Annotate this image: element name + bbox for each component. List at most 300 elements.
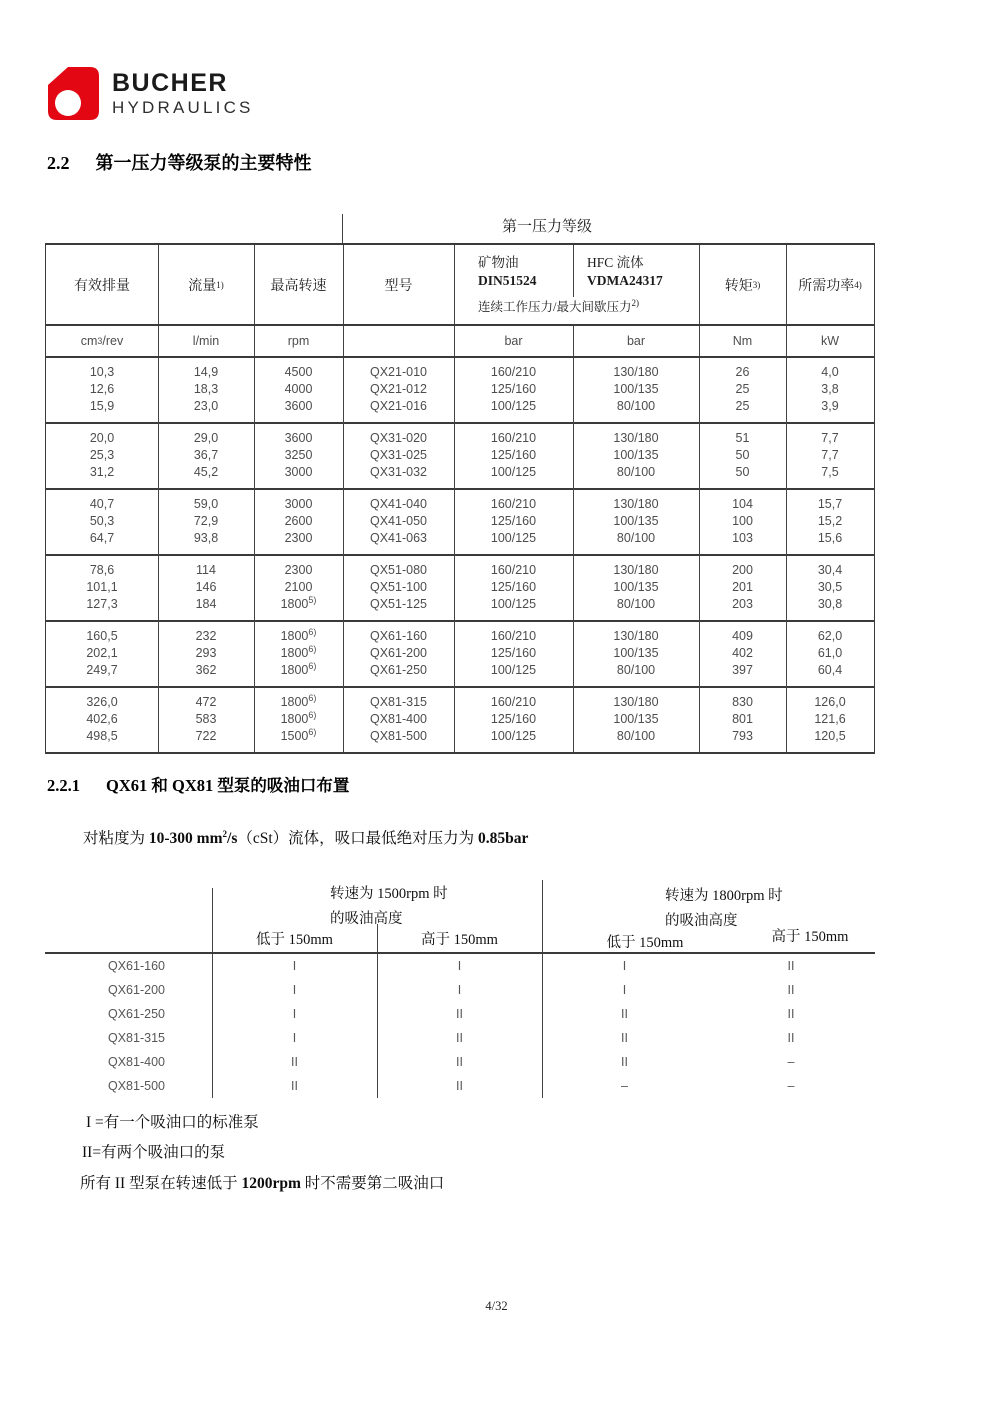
table1-cell: 62,0 bbox=[817, 629, 843, 643]
logo-name: BUCHER bbox=[112, 69, 228, 97]
table1-cell: 14,9 bbox=[193, 365, 219, 379]
group-1500rpm-title: 转速为 1500rpm 时 bbox=[330, 886, 448, 902]
table1-cell: 160/210 bbox=[490, 695, 537, 709]
grid-line bbox=[454, 688, 455, 752]
table1-cell: 184 bbox=[195, 597, 217, 611]
footnote-marker: 6) bbox=[308, 626, 317, 637]
table1-cell: 1500$^{6)}$ bbox=[280, 726, 317, 743]
grid-line bbox=[158, 245, 159, 324]
table1-cell: QX31-025 bbox=[370, 448, 427, 462]
table1-cell: 125/160 bbox=[490, 580, 537, 594]
suction-port-type-cell: – bbox=[621, 1079, 628, 1093]
subcol-below-150mm: 低于 150mm bbox=[606, 935, 684, 951]
unit-flow: l/min bbox=[192, 334, 220, 348]
legend-symbol: I bbox=[86, 1114, 96, 1131]
table1-cell: 30,4 bbox=[817, 563, 843, 577]
table1-cell: 126,0 bbox=[814, 695, 846, 709]
suction-port-type-cell: I bbox=[292, 959, 297, 973]
footnote-marker: 6) bbox=[308, 660, 317, 671]
table1-cell: 200 bbox=[732, 563, 753, 577]
section-2-2-heading bbox=[47, 149, 312, 175]
pressure-note-text: 连续工作压力/最大间歇压力 bbox=[478, 300, 632, 314]
table1-cell: 25 bbox=[735, 399, 750, 413]
grid-line bbox=[573, 245, 574, 297]
grid-line bbox=[699, 245, 700, 324]
suction-port-table bbox=[45, 878, 875, 1098]
table1-cell: 18,3 bbox=[193, 382, 219, 396]
grid-line bbox=[573, 424, 574, 490]
table1-cell: 498,5 bbox=[86, 729, 118, 743]
table1-cell: 1800$^{6)}$ bbox=[280, 626, 317, 643]
table1-cell: 472 bbox=[195, 695, 217, 709]
grid-line bbox=[254, 358, 255, 424]
suction-port-type-cell: II bbox=[456, 1007, 463, 1021]
bucher-drop-icon bbox=[47, 66, 100, 121]
table1-cell: 3,8 bbox=[821, 382, 839, 396]
table1-cell: QX51-100 bbox=[370, 580, 427, 594]
power-label: 所需功率 bbox=[798, 278, 855, 294]
table1-cell: 397 bbox=[732, 663, 753, 677]
subcol-above-150mm: 高于 150mm bbox=[771, 929, 849, 945]
grid-line bbox=[158, 622, 159, 688]
table1-units-row bbox=[46, 326, 874, 358]
table1-cell: 409 bbox=[732, 629, 753, 643]
table1-cell: 7,5 bbox=[821, 465, 839, 479]
footnote-marker: 5) bbox=[308, 594, 317, 605]
table1-cell: QX21-010 bbox=[370, 365, 427, 379]
section-2-2-1-heading bbox=[47, 772, 349, 796]
unit-displacement: cm 3 /rev bbox=[80, 334, 124, 348]
table1-cell: 114 bbox=[196, 563, 216, 577]
logo-wordmark bbox=[112, 66, 254, 121]
table1-cell: 160/210 bbox=[490, 629, 537, 643]
table1-cell: 130/180 bbox=[613, 497, 659, 511]
suction-port-type-cell: II bbox=[291, 1055, 298, 1069]
legend-text: =有一个吸油口的标准泵 bbox=[95, 1114, 259, 1131]
page-number: 4/32 bbox=[485, 1299, 508, 1313]
grid-line bbox=[786, 688, 787, 752]
footnote-marker: 6) bbox=[308, 692, 317, 703]
table1-cell: 30,5 bbox=[817, 580, 843, 594]
table1-cell: 160/210 bbox=[490, 431, 537, 445]
hfc-fluid-standard: VDMA24317 bbox=[587, 273, 663, 288]
grid-line bbox=[699, 556, 700, 622]
subcol-above-150mm: 高于 150mm bbox=[421, 932, 498, 948]
table1-cell: 249,7 bbox=[86, 663, 118, 677]
table1-cell: 3600 bbox=[284, 399, 313, 413]
table1-cell: QX21-016 bbox=[370, 399, 427, 413]
unit-power: kW bbox=[820, 334, 840, 348]
suction-port-type-cell: I bbox=[622, 983, 627, 997]
table1-cell: QX31-020 bbox=[370, 431, 427, 445]
grid-line bbox=[454, 358, 455, 424]
grid-line bbox=[158, 490, 159, 556]
table1-cell: 80/100 bbox=[616, 597, 656, 611]
grid-line bbox=[454, 556, 455, 622]
table1-cell: 25 bbox=[735, 382, 750, 396]
note-text: 对粘度为 bbox=[83, 830, 149, 847]
table1-cell: 4500 bbox=[284, 365, 313, 379]
suction-port-type-cell: II bbox=[787, 983, 795, 997]
table1-group bbox=[46, 490, 874, 556]
col-header-mineral-oil bbox=[454, 245, 573, 297]
grid-line bbox=[343, 358, 344, 424]
grid-line bbox=[454, 490, 455, 556]
pump-model-cell: QX81-315 bbox=[108, 1031, 165, 1045]
grid-line bbox=[454, 424, 455, 490]
table1-cell: 120,5 bbox=[814, 729, 846, 743]
grid-line bbox=[786, 358, 787, 424]
pressure-note bbox=[454, 297, 699, 315]
note-value: /s bbox=[227, 830, 238, 847]
suction-port-type-cell: II bbox=[787, 1007, 795, 1021]
suction-port-type-cell: II bbox=[621, 1055, 628, 1069]
table1-cell: 100/125 bbox=[490, 465, 537, 479]
group-1800rpm-subtitle: 的吸油高度 bbox=[665, 913, 738, 929]
table1-cell: QX51-125 bbox=[370, 597, 427, 611]
table1-group bbox=[46, 622, 874, 688]
grid-line bbox=[254, 245, 255, 324]
table1-cell: 830 bbox=[732, 695, 753, 709]
table1-cell: 1800$^{6)}$ bbox=[280, 643, 317, 660]
col-header-max-speed: 最高转速 bbox=[270, 278, 327, 294]
table1-cell: 232 bbox=[195, 629, 217, 643]
table1-cell: 100/125 bbox=[490, 531, 537, 545]
table1-cell: 100/125 bbox=[490, 729, 537, 743]
table1-cell: 100/135 bbox=[613, 580, 659, 594]
suction-port-type-cell: I bbox=[292, 1031, 297, 1045]
table1-cell: 130/180 bbox=[613, 695, 659, 709]
table1-cell: 64,7 bbox=[89, 531, 115, 545]
grid-line bbox=[212, 954, 213, 1098]
legend-line-2 bbox=[82, 1140, 225, 1162]
table1-cell: 93,8 bbox=[193, 531, 219, 545]
grid-line bbox=[573, 556, 574, 622]
group-1500rpm-subtitle: 的吸油高度 bbox=[330, 911, 403, 927]
table1-cell: 80/100 bbox=[616, 399, 656, 413]
grid-line bbox=[343, 424, 344, 490]
grid-line bbox=[343, 556, 344, 622]
suction-port-type-cell: I bbox=[292, 983, 297, 997]
table1-cell: 2300 bbox=[284, 563, 313, 577]
table1-cell: 7,7 bbox=[821, 431, 839, 445]
table1-cell: 7,7 bbox=[821, 448, 839, 462]
col-header-power: 所需功率 4) bbox=[786, 245, 874, 324]
note-text: （cSt）流体，吸口最低绝对压力为 bbox=[237, 830, 479, 847]
table1-cell: 15,7 bbox=[817, 497, 843, 511]
table1-cell: QX61-200 bbox=[370, 646, 427, 660]
table1-cell: 30,8 bbox=[817, 597, 843, 611]
legend-line-1 bbox=[86, 1110, 259, 1132]
table1-group bbox=[46, 358, 874, 424]
section-number: 2.2.1 bbox=[47, 776, 80, 795]
table2-header bbox=[45, 878, 875, 952]
table1-cell: 402 bbox=[732, 646, 753, 660]
col-header-flow: 流量 1) bbox=[158, 245, 254, 324]
suction-port-type-cell: II bbox=[787, 1031, 795, 1045]
table1-cell: 203 bbox=[732, 597, 753, 611]
table1-caption-row bbox=[45, 210, 875, 243]
table1-cell: 160/210 bbox=[490, 497, 537, 511]
table1-cell: 25,3 bbox=[89, 448, 115, 462]
table1-cell: 3000 bbox=[284, 497, 313, 511]
grid-line bbox=[699, 622, 700, 688]
pump-characteristics-table bbox=[45, 243, 875, 754]
note-value: 1200rpm bbox=[241, 1175, 301, 1192]
grid-line bbox=[699, 490, 700, 556]
table1-cell: QX21-012 bbox=[370, 382, 427, 396]
grid-line bbox=[254, 490, 255, 556]
grid-line bbox=[343, 245, 344, 324]
table1-cell: QX51-080 bbox=[370, 563, 427, 577]
table1-cell: 2300 bbox=[284, 531, 313, 545]
grid-line bbox=[254, 326, 255, 356]
table1-cell: 4000 bbox=[284, 382, 313, 396]
grid-line bbox=[343, 490, 344, 556]
table1-cell: 146 bbox=[195, 580, 217, 594]
footnote-marker: 6) bbox=[308, 643, 317, 654]
grid-line bbox=[573, 622, 574, 688]
table1-group bbox=[46, 424, 874, 490]
table1-cell: 61,0 bbox=[817, 646, 843, 660]
grid-line bbox=[699, 424, 700, 490]
grid-line bbox=[699, 688, 700, 752]
mineral-oil-label: 矿物油 bbox=[478, 255, 519, 270]
suction-port-type-cell: I bbox=[457, 959, 462, 973]
suction-port-type-cell: II bbox=[291, 1079, 298, 1093]
table1-cell: QX41-040 bbox=[370, 497, 427, 511]
table1-cell: 72,9 bbox=[193, 514, 219, 528]
unit-mineral: bar bbox=[504, 334, 523, 348]
note-text: 时不需要第二吸油口 bbox=[300, 1175, 445, 1192]
note-text: 所有 II 型泵在转速低于 bbox=[80, 1175, 242, 1192]
table1-cell: 103 bbox=[732, 531, 753, 545]
legend-note bbox=[80, 1171, 444, 1193]
table1-cell: 121,6 bbox=[814, 712, 846, 726]
footnote-marker: 2) bbox=[631, 297, 639, 308]
grid-line bbox=[342, 214, 343, 243]
unit-exponent: 2 bbox=[222, 828, 228, 839]
table1-cell: 130/180 bbox=[613, 365, 659, 379]
section-title: 第一压力等级泵的主要特性 bbox=[95, 153, 312, 173]
grid-line bbox=[699, 358, 700, 424]
grid-line bbox=[573, 688, 574, 752]
table1-cell: 130/180 bbox=[613, 629, 659, 643]
table1-cell: 3250 bbox=[284, 448, 313, 462]
grid-line bbox=[573, 326, 574, 356]
table1-cell: 125/160 bbox=[490, 448, 537, 462]
table1-cell: 1800$^{5)}$ bbox=[280, 594, 317, 611]
table1-cell: QX31-032 bbox=[370, 465, 427, 479]
table1-cell: 801 bbox=[732, 712, 753, 726]
table1-cell: 23,0 bbox=[193, 399, 219, 413]
table1-cell: 3000 bbox=[284, 465, 313, 479]
col-header-displacement: 有效排量 bbox=[74, 278, 130, 294]
table1-cell: 160/210 bbox=[490, 365, 537, 379]
suction-port-type-cell: II bbox=[787, 959, 795, 973]
grid-line bbox=[573, 358, 574, 424]
pump-model-cell: QX61-160 bbox=[108, 959, 165, 973]
table1-cell: 36,7 bbox=[193, 448, 219, 462]
table1-cell: 15,2 bbox=[817, 514, 843, 528]
table1-cell: 583 bbox=[195, 712, 217, 726]
torque-label: 转矩 bbox=[724, 278, 753, 294]
table1-cell: 100 bbox=[732, 514, 753, 528]
table1-cell: 160/210 bbox=[490, 563, 537, 577]
table1-cell: 402,6 bbox=[86, 712, 118, 726]
table1-cell: 160,5 bbox=[86, 629, 118, 643]
table1-cell: 100/135 bbox=[613, 712, 659, 726]
table1-cell: 15,6 bbox=[817, 531, 843, 545]
unit-text: cm bbox=[80, 334, 98, 348]
col-header-hfc-fluid bbox=[573, 245, 699, 297]
table1-cell: 1800$^{6)}$ bbox=[280, 660, 317, 677]
table1-cell: 1800$^{6)}$ bbox=[280, 692, 317, 709]
table1-cell: 80/100 bbox=[616, 663, 656, 677]
suction-port-type-cell: II bbox=[456, 1031, 463, 1045]
viscosity-note bbox=[83, 826, 528, 848]
table1-cell: 793 bbox=[732, 729, 753, 743]
grid-line bbox=[377, 954, 378, 1098]
table1-cell: 10,3 bbox=[89, 365, 115, 379]
table1-cell: 50 bbox=[735, 448, 750, 462]
col-header-fluids bbox=[454, 245, 699, 324]
bucher-hydraulics-logo bbox=[47, 66, 254, 121]
table1-cell: 29,0 bbox=[193, 431, 219, 445]
grid-line bbox=[699, 326, 700, 356]
table1-cell: 1800$^{6)}$ bbox=[280, 709, 317, 726]
table1-cell: 100/135 bbox=[613, 646, 659, 660]
section-title: QX61 和 QX81 型泵的吸油口布置 bbox=[106, 776, 350, 795]
grid-line bbox=[254, 556, 255, 622]
table1-cell: 80/100 bbox=[616, 465, 656, 479]
group-1800rpm-title: 转速为 1800rpm 时 bbox=[665, 888, 783, 904]
col-header-model: 型号 bbox=[384, 278, 413, 294]
note-value: 0.85bar bbox=[478, 830, 529, 847]
table1-cell: 125/160 bbox=[490, 712, 537, 726]
pump-model-cell: QX61-250 bbox=[108, 1007, 165, 1021]
table1-cell: 15,9 bbox=[89, 399, 115, 413]
grid-line bbox=[158, 424, 159, 490]
table1-cell: QX41-063 bbox=[370, 531, 427, 545]
table1-body bbox=[46, 358, 874, 752]
table1-cell: 125/160 bbox=[490, 514, 537, 528]
table1-cell: 326,0 bbox=[86, 695, 118, 709]
suction-port-type-cell: II bbox=[621, 1031, 628, 1045]
grid-line bbox=[158, 556, 159, 622]
table1-cell: 100/135 bbox=[613, 514, 659, 528]
unit-torque: Nm bbox=[732, 334, 753, 348]
legend-symbol: II bbox=[82, 1144, 93, 1161]
section-number: 2.2 bbox=[47, 153, 70, 173]
suction-port-type-cell: II bbox=[456, 1055, 463, 1069]
table1-cell: 100/135 bbox=[613, 448, 659, 462]
table1-cell: 80/100 bbox=[616, 531, 656, 545]
table1-cell: 12,6 bbox=[89, 382, 115, 396]
table1-group bbox=[46, 688, 874, 752]
col-header-torque: 转矩 3) bbox=[699, 245, 786, 324]
grid-line bbox=[786, 556, 787, 622]
table1-cell: 2600 bbox=[284, 514, 313, 528]
table1-cell: 40,7 bbox=[89, 497, 115, 511]
grid-line bbox=[786, 424, 787, 490]
suction-port-type-cell: II bbox=[456, 1079, 463, 1093]
grid-line bbox=[158, 688, 159, 752]
unit-speed: rpm bbox=[287, 334, 310, 348]
legend-text: =有两个吸油口的泵 bbox=[92, 1144, 226, 1161]
grid-line bbox=[254, 424, 255, 490]
table1-cell: 100/125 bbox=[490, 663, 537, 677]
table1-cell: 202,1 bbox=[86, 646, 118, 660]
suction-port-type-cell: I bbox=[622, 959, 627, 973]
table1-cell: 100/135 bbox=[613, 382, 659, 396]
col-header-flow-label: 流量 bbox=[188, 278, 217, 294]
suction-port-type-cell: I bbox=[457, 983, 462, 997]
table1-cell: 101,1 bbox=[86, 580, 118, 594]
table1-cell: 100/125 bbox=[490, 597, 537, 611]
grid-line bbox=[158, 358, 159, 424]
pump-model-cell: QX61-200 bbox=[108, 983, 165, 997]
fluid-subcolumns bbox=[454, 245, 699, 297]
table1-cell: QX61-250 bbox=[370, 663, 427, 677]
unit-text: /rev bbox=[102, 334, 124, 348]
suction-port-type-cell: – bbox=[787, 1055, 795, 1069]
table2-body bbox=[45, 952, 875, 1098]
footnote-marker: 6) bbox=[308, 709, 317, 720]
grid-line bbox=[343, 622, 344, 688]
table1-cell: 127,3 bbox=[86, 597, 118, 611]
grid-line bbox=[343, 326, 344, 356]
logo-subname: HYDRAULICS bbox=[112, 98, 254, 117]
table1-cell: 130/180 bbox=[613, 431, 659, 445]
footnote-marker: 6) bbox=[308, 726, 317, 737]
table1-cell: 50 bbox=[735, 465, 750, 479]
table1-cell: 78,6 bbox=[89, 563, 115, 577]
grid-line bbox=[454, 622, 455, 688]
table1-cell: 100/125 bbox=[490, 399, 537, 413]
table1-header-row bbox=[46, 245, 874, 326]
table1-cell: QX81-500 bbox=[370, 729, 427, 743]
table1-cell: 26 bbox=[735, 365, 750, 379]
table1-cell: 125/160 bbox=[490, 382, 537, 396]
table1-cell: 104 bbox=[732, 497, 753, 511]
table1-group bbox=[46, 556, 874, 622]
table1-cell: 722 bbox=[195, 729, 217, 743]
pressure-class-caption: 第一压力等级 bbox=[501, 219, 592, 235]
hfc-fluid-label: HFC 流体 bbox=[587, 255, 644, 270]
mineral-oil-standard: DIN51524 bbox=[478, 273, 537, 288]
grid-line bbox=[454, 326, 455, 356]
table1-cell: QX61-160 bbox=[370, 629, 427, 643]
grid-line bbox=[786, 326, 787, 356]
table1-cell: 201 bbox=[732, 580, 753, 594]
unit-model bbox=[343, 326, 454, 356]
table1-cell: 4,0 bbox=[821, 365, 839, 379]
subcol-below-150mm: 低于 150mm bbox=[256, 932, 333, 948]
note-value: 10-300 mm bbox=[148, 830, 223, 847]
suction-port-type-cell: II bbox=[621, 1007, 628, 1021]
grid-line bbox=[786, 622, 787, 688]
table1-cell: 31,2 bbox=[89, 465, 115, 479]
grid-line bbox=[454, 245, 455, 324]
table1-cell: 20,0 bbox=[89, 431, 115, 445]
table1-cell: 130/180 bbox=[613, 563, 659, 577]
pump-model-cell: QX81-500 bbox=[108, 1079, 165, 1093]
table1-cell: 293 bbox=[195, 646, 217, 660]
table1-cell: QX81-400 bbox=[370, 712, 427, 726]
table1-cell: 60,4 bbox=[817, 663, 843, 677]
grid-line bbox=[542, 954, 543, 1098]
